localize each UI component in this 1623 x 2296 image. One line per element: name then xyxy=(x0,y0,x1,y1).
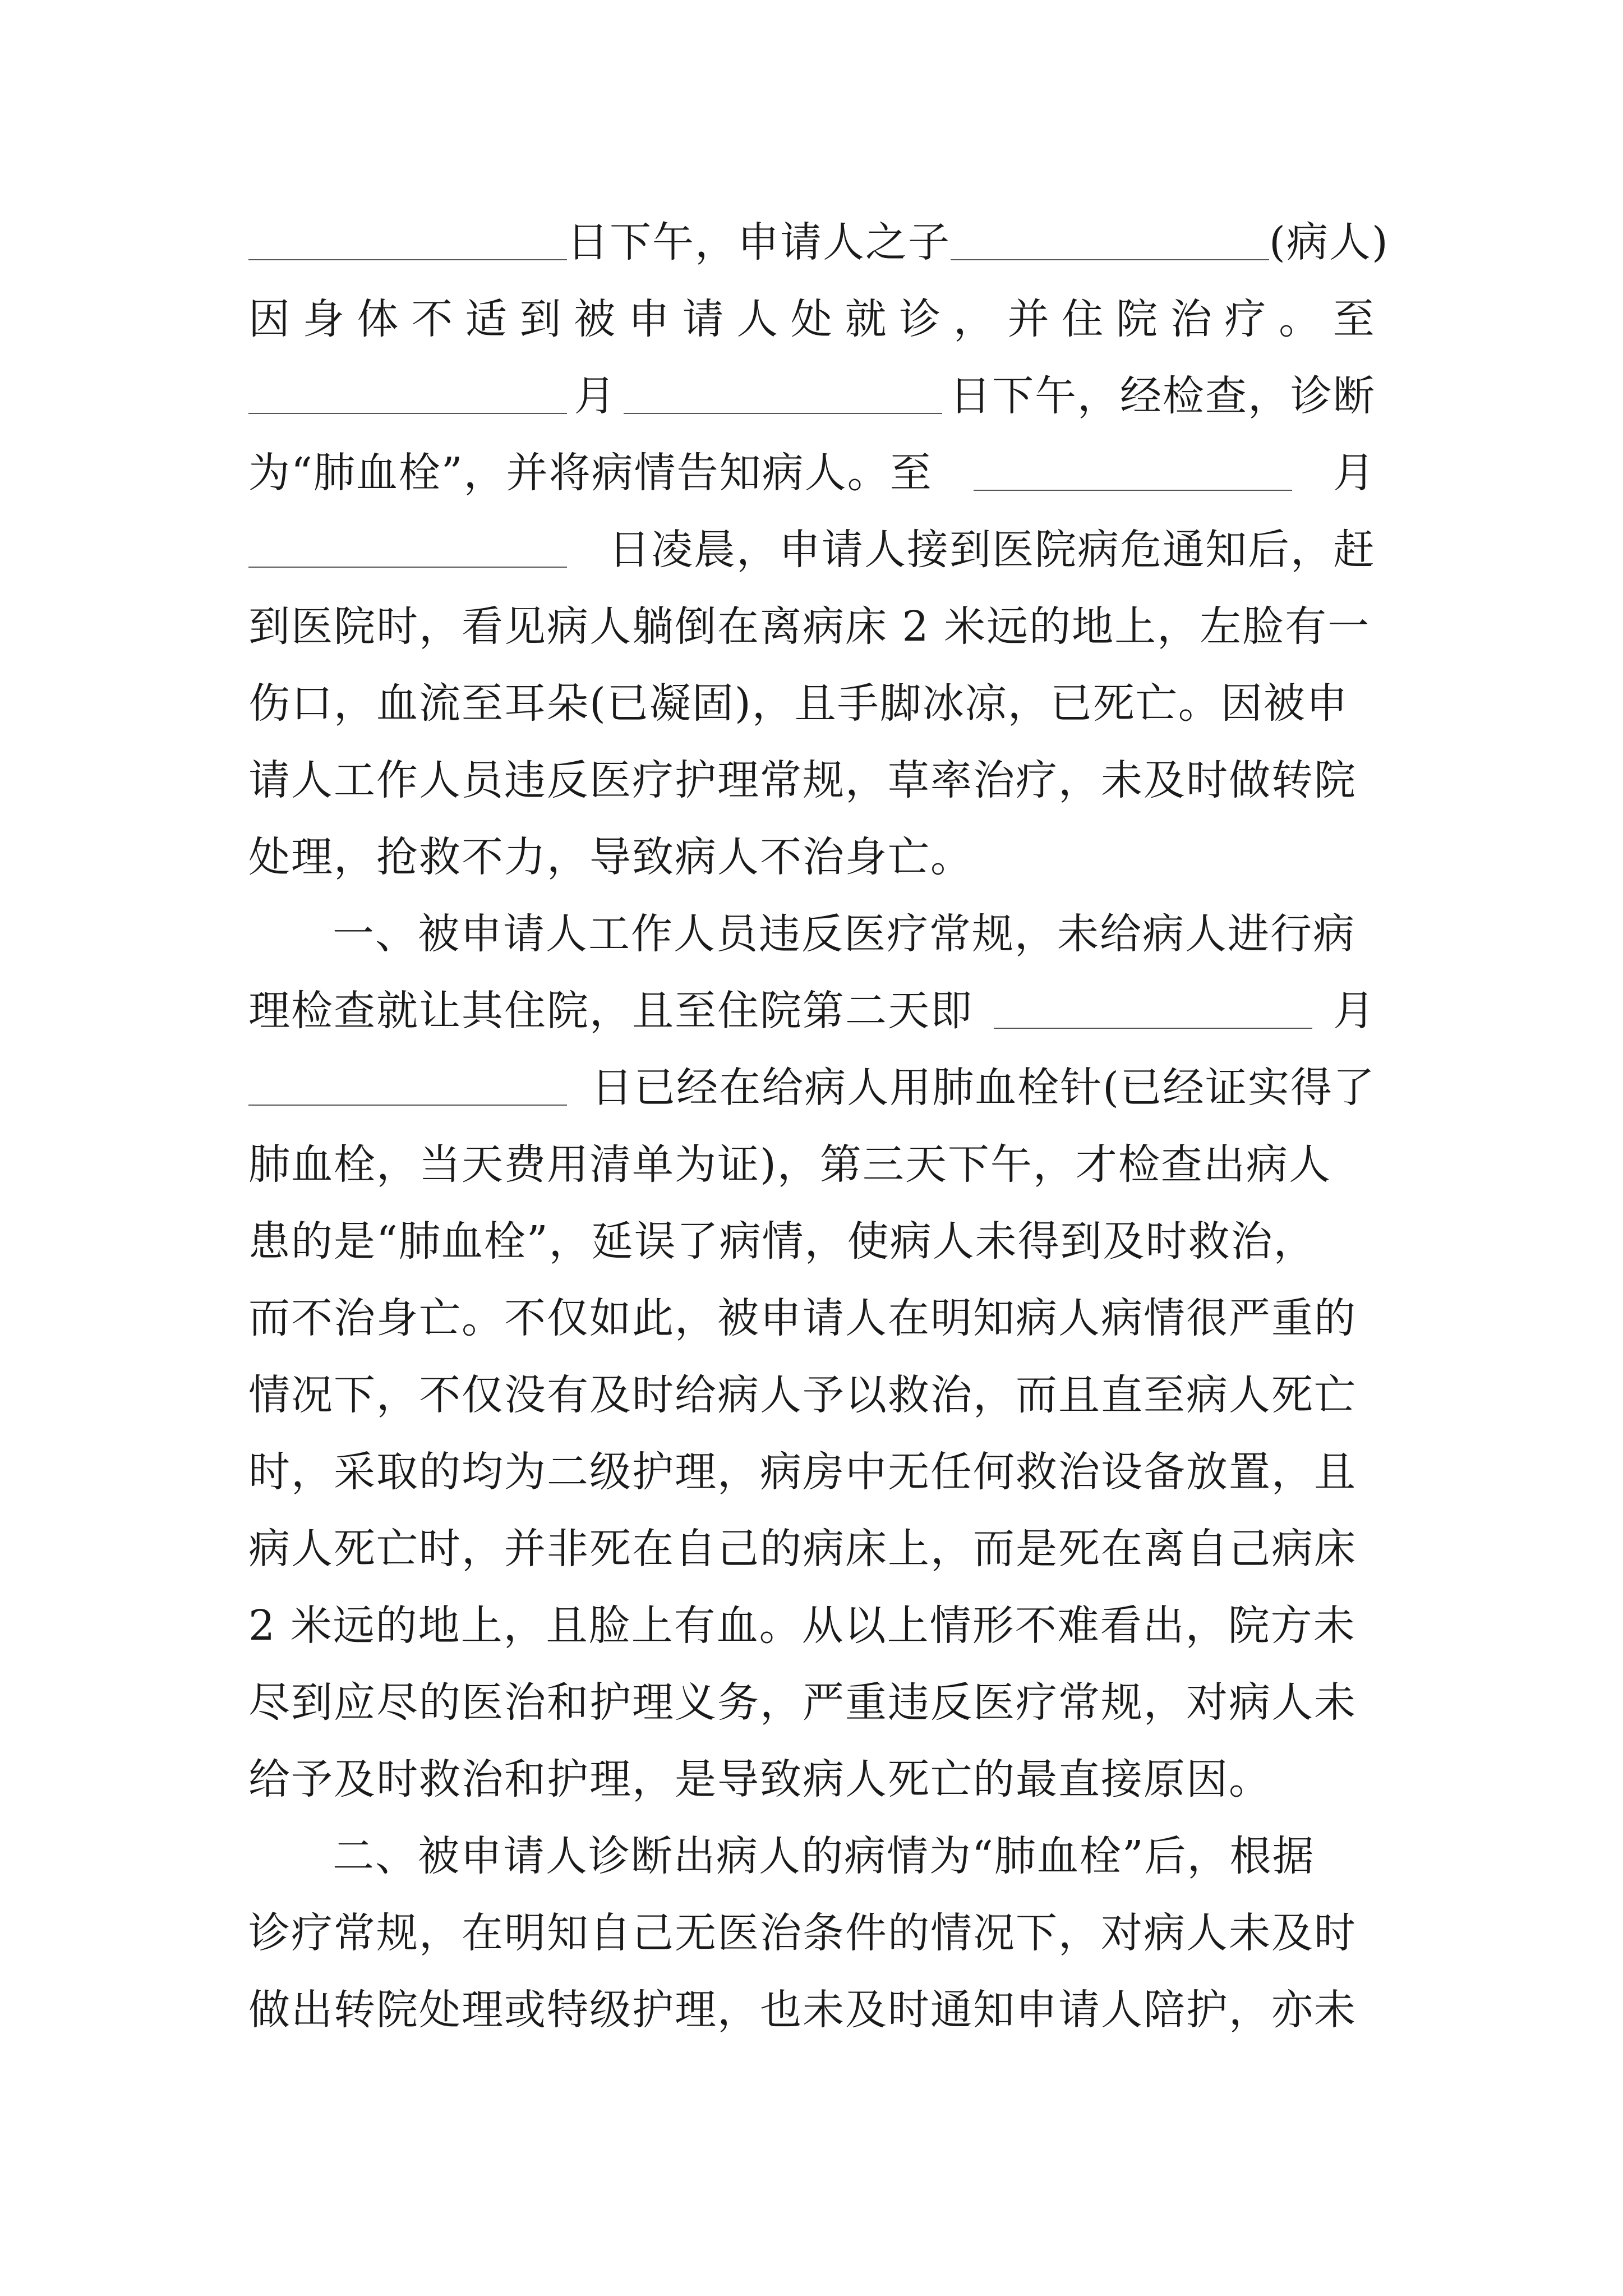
text-segment: 日凌晨，申请人接到医院病危通知后，赶 xyxy=(608,526,1376,574)
char: 因 xyxy=(248,295,291,343)
fill-in-blank xyxy=(951,211,1269,260)
text-segment: 一、被申请人工作人员违反医疗常规，未给病人进行病 xyxy=(333,910,1355,958)
fill-in-blank xyxy=(248,365,567,414)
text-segment: 做出转院处理或特级护理，也未及时通知申请人陪护，亦未 xyxy=(248,1986,1357,2034)
text-segment: 月 xyxy=(574,372,617,420)
text-line xyxy=(248,365,1376,441)
text-line xyxy=(248,1902,1376,1978)
text-segment: 诊疗常规，在明知自己无医治条件的情况下，对病人未及时 xyxy=(248,1909,1357,1957)
text-segment: 尽到应尽的医治和护理义务，严重违反医疗常规，对病人未 xyxy=(248,1678,1357,1727)
char: 处 xyxy=(790,295,833,343)
text-segment: 为“肺血栓”，并将病情告知病人。至 xyxy=(248,449,933,497)
char: 适 xyxy=(465,295,508,343)
text-line xyxy=(248,595,1376,672)
text-line xyxy=(248,1594,1376,1671)
char: 治 xyxy=(1170,295,1213,343)
text-segment: 理检查就让其住院，且至住院第二天即 xyxy=(248,987,973,1035)
text-segment: 二、被申请人诊断出病人的病情为“肺血栓”后，根据 xyxy=(333,1832,1315,1880)
text-line xyxy=(248,1287,1376,1364)
char: 并 xyxy=(1007,295,1050,343)
fill-in-blank xyxy=(624,365,942,414)
char: 不 xyxy=(411,295,454,343)
char: 疗 xyxy=(1224,295,1267,343)
text-line xyxy=(248,211,1389,288)
char: 到 xyxy=(519,295,562,343)
char: 身 xyxy=(302,295,345,343)
text-line xyxy=(248,518,1376,595)
text-line xyxy=(248,672,1376,749)
char: 住 xyxy=(1062,295,1105,343)
text-segment: 月 xyxy=(1333,987,1376,1035)
text-line xyxy=(248,1748,1376,1825)
text-segment: 日下午，经检查，诊断 xyxy=(949,372,1376,420)
text-segment: 请人工作人员违反医疗护理常规，草率治疗，未及时做转院 xyxy=(248,756,1357,804)
char: 请 xyxy=(682,295,725,343)
text-line xyxy=(248,1671,1376,1748)
text-segment: 而不治身亡。不仅如此，被申请人在明知病人病情很严重的 xyxy=(248,1294,1357,1342)
text-line xyxy=(248,441,1376,518)
text-line xyxy=(248,1133,1376,1210)
text-line xyxy=(248,1978,1376,2055)
text-segment: 情况下，不仅没有及时给病人予以救治，而且直至病人死亡 xyxy=(248,1371,1357,1419)
text-segment: 2 米远的地上，且脸上有血。从以上情形不难看出，院方未 xyxy=(248,1602,1356,1650)
fill-in-blank xyxy=(248,211,567,260)
fill-in-blank xyxy=(248,518,567,568)
text-line xyxy=(248,979,1376,1056)
text-line xyxy=(248,749,1376,826)
text-segment: 日下午，申请人之子 xyxy=(567,218,951,266)
text-line xyxy=(248,288,1376,365)
text-line xyxy=(248,1056,1376,1133)
char: 院 xyxy=(1116,295,1159,343)
char: 申 xyxy=(628,295,671,343)
text-line xyxy=(248,1825,1376,1902)
text-segment: 伤口，血流至耳朵(已凝固)，且手脚冰凉，已死亡。因被申 xyxy=(248,679,1349,728)
text-line xyxy=(248,1517,1376,1594)
text-segment: 月 xyxy=(1332,449,1376,497)
text-line xyxy=(248,1441,1376,1517)
text-line xyxy=(248,903,1376,979)
char: ， xyxy=(953,295,996,343)
text-line xyxy=(248,826,1376,903)
fill-in-blank xyxy=(994,979,1312,1029)
document-body xyxy=(248,211,1389,2055)
text-segment: 处理，抢救不力，导致病人不治身亡。 xyxy=(248,833,973,881)
char: 就 xyxy=(845,295,888,343)
text-segment: 患的是“肺血栓”，延误了病情，使病人未得到及时救治， xyxy=(248,1217,1316,1266)
char: 体 xyxy=(357,295,400,343)
text-segment: 病人死亡时，并非死在自己的病床上，而是死在离自己病床 xyxy=(248,1525,1357,1573)
text-line xyxy=(248,1364,1376,1441)
char: 至 xyxy=(1332,295,1376,343)
text-segment: 日已经在给病人用肺血栓针(已经证实得了 xyxy=(591,1064,1376,1112)
char: 。 xyxy=(1279,295,1322,343)
fill-in-blank xyxy=(248,1056,567,1106)
text-segment: 时，采取的均为二级护理，病房中无任何救治设备放置，且 xyxy=(248,1448,1357,1496)
text-segment: (病人) xyxy=(1269,218,1389,266)
text-segment: 给予及时救治和护理，是导致病人死亡的最直接原因。 xyxy=(248,1755,1271,1803)
fill-in-blank xyxy=(974,441,1292,491)
char: 人 xyxy=(736,295,780,343)
char: 诊 xyxy=(899,295,942,343)
text-line xyxy=(248,1210,1376,1287)
text-segment: 到医院时，看见病人躺倒在离病床 2 米远的地上，左脸有一 xyxy=(248,602,1371,651)
text-segment: 肺血栓，当天费用清单为证)，第三天下午，才检查出病人 xyxy=(248,1140,1331,1189)
char: 被 xyxy=(574,295,617,343)
